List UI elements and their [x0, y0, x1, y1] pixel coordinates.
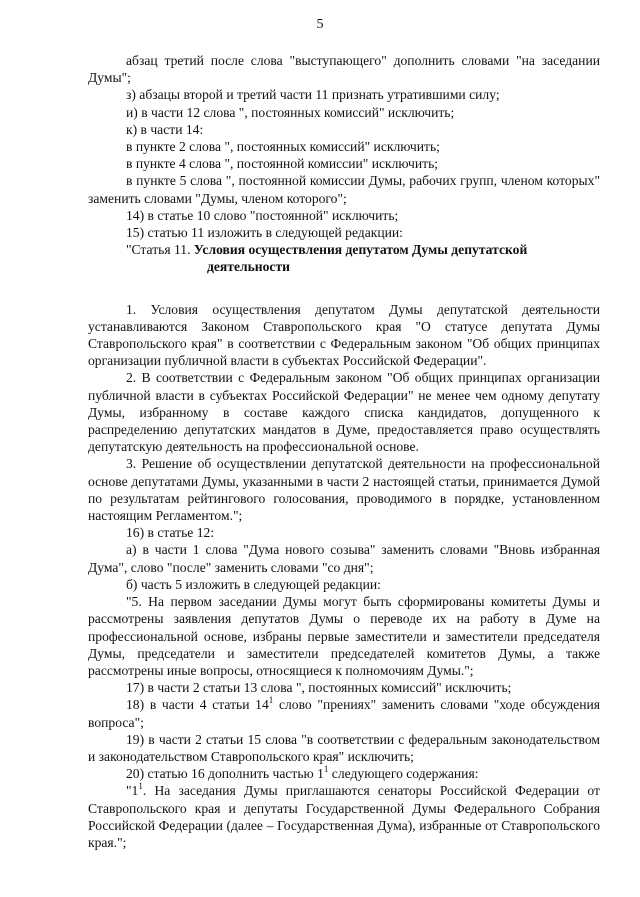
paragraph: 16) в статье 12:: [126, 525, 215, 541]
paragraph: абзац третий после слова "выступающего" дополнить словами "на заседании Думы";: [88, 53, 600, 86]
article-heading-title: Условия осуществления депутатом Думы депутатской: [193, 242, 528, 258]
text-run: 18) в части 4 статьи 14: [126, 697, 269, 713]
paragraph: з) абзацы второй и третий части 11 признать утратившими силу;: [126, 87, 500, 103]
paragraph: б) часть 5 изложить в следующей редакции:: [126, 576, 381, 592]
paragraph: и) в части 12 слова ", постоянных комиссий" исключить;: [126, 104, 455, 120]
superscript: 1: [138, 781, 143, 792]
text-run: слово "прениях" заменить словами "ходе обсуждения вопроса";: [88, 697, 601, 730]
article-heading-title-line2: деятельности: [207, 259, 290, 275]
paragraph: в пункте 4 слова ", постоянной комиссии" исключить;: [126, 156, 439, 172]
paragraph: "5. На первом заседании Думы могут быть сформированы комитеты Думы и рассмотрены заявления депутатов Думы о переводе их на работу в Думе на профессиональной основе, избраны первые заместители и заместители председателя Думы, председатели и заместители председателей комитетов Думы, а также рассмотрены иные вопросы, относящиеся к полномочиям Думы.";: [88, 594, 600, 678]
text-run: "1: [126, 783, 139, 799]
paragraph: 19) в части 2 статьи 15 слова "в соответствии с федеральным законодательством и законодательством Ставропольского края" исключить;: [88, 731, 600, 764]
superscript: 1: [268, 695, 274, 706]
article-heading: [88, 241, 600, 258]
paragraph: 15) статью 11 изложить в следующей редакции:: [126, 225, 403, 241]
paragraph: 3. Решение об осуществлении депутатской деятельности на профессиональной основе депутатами Думы, указанными в части 2 настоящей статьи, принимается Думой по результатам рейтингового голосования, проводимого в порядке, установленном настоящим Регламентом.";: [88, 456, 600, 524]
paragraph: к) в части 14:: [126, 121, 204, 137]
document-body: [88, 52, 600, 851]
paragraph: [88, 765, 600, 782]
article-heading-continuation: [88, 258, 600, 275]
superscript: 1: [323, 764, 329, 775]
article-heading-prefix: "Статья 11.: [126, 242, 194, 258]
spacer: [88, 276, 600, 301]
paragraph: [88, 782, 600, 851]
text-run: следующего содержания:: [328, 766, 479, 782]
paragraph: 2. В соответствии с Федеральным законом "Об общих принципах организации публичной власти в субъектах Российской Федерации" не менее чем одному депутату Думы, избранному в составе каждого списка кандидатов, допущенного к распределению депутатских мандатов в Думе, предоставляется право осуществлять депутатскую деятельность на профессиональной основе.: [88, 370, 600, 455]
paragraph: 1. Условия осуществления депутатом Думы депутатской деятельности устанавливаются Законом Ставропольского края "О статусе депутата Думы Ставропольского края" в соответствии с Федеральным законом "Об общих принципах организации публичной власти в субъектах Российской Федерации".: [88, 301, 600, 369]
text-run: 20) статью 16 дополнить частью 1: [126, 766, 324, 782]
paragraph: 14) в статье 10 слово "постоянной" исключить;: [126, 207, 399, 223]
page-number: 5: [316, 17, 324, 32]
paragraph: в пункте 5 слова ", постоянной комиссии Думы, рабочих групп, членом которых" заменить словами "Думы, членом которого";: [88, 173, 600, 206]
paragraph: 17) в части 2 статьи 13 слова ", постоянных комиссий" исключить;: [126, 680, 512, 696]
text-run: . На заседания Думы приглашаются сенаторы Российской Федерации от Ставропольского края и депутаты Государственной Думы Федерального Собрания Российской Федерации (далее – Государственная Дума), избранные от Ставропольского края.";: [88, 783, 600, 850]
paragraph: а) в части 1 слова "Дума нового созыва" заменить словами "Вновь избранная Дума", слово "после" заменить словами "со дня";: [88, 542, 600, 575]
paragraph: в пункте 2 слова ", постоянных комиссий" исключить;: [126, 139, 440, 155]
paragraph: [88, 696, 600, 730]
